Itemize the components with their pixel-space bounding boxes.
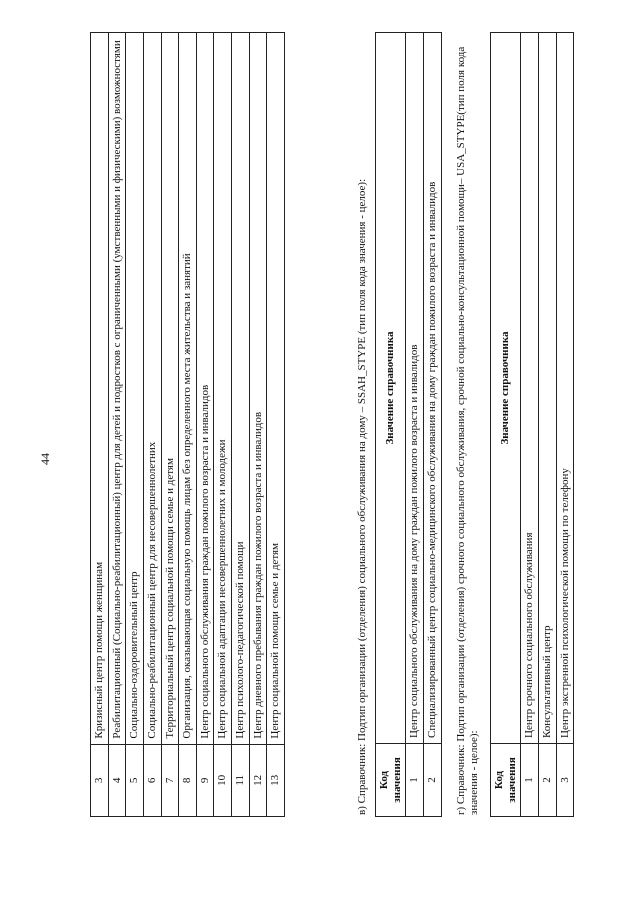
value-cell: Территориальный центр социальной помощи семье и детям (161, 33, 179, 745)
table-row (406, 33, 424, 817)
organization-type-table-body (91, 33, 285, 817)
code-cell: 9 (196, 744, 214, 816)
table-row (214, 33, 232, 817)
value-cell: Центр социальной адаптации несовершеннолетних и молодежи (214, 33, 232, 745)
table-header-row (376, 33, 406, 817)
code-column-header: Код значения (491, 744, 521, 817)
value-cell: Консультативный центр (538, 33, 556, 744)
table-row (143, 33, 161, 817)
table-row (196, 33, 214, 817)
code-cell: 10 (214, 744, 232, 816)
code-cell: 7 (161, 744, 179, 816)
table-header-row (491, 33, 521, 817)
organization-type-table (90, 32, 285, 817)
table-row (232, 33, 250, 817)
code-cell: 1 (521, 744, 539, 817)
code-cell: 1 (406, 744, 424, 817)
code-cell: 2 (538, 744, 556, 817)
code-cell: 2 (423, 744, 441, 817)
page-number: 44 (38, 453, 52, 465)
code-cell: 5 (126, 744, 144, 816)
value-cell: Центр социального обслуживания граждан пожилого возраста и инвалидов (196, 33, 214, 745)
table-row (249, 33, 267, 817)
value-cell: Кризисный центр помощи женщинам (91, 33, 109, 745)
value-cell: Центр срочного социального обслуживания (521, 33, 539, 744)
code-cell: 8 (179, 744, 197, 816)
code-cell: 6 (143, 744, 161, 816)
table-row (538, 33, 556, 817)
code-cell: 4 (108, 744, 126, 816)
table-row (556, 33, 574, 817)
table-row (126, 33, 144, 817)
value-column-header: Значение справочника (491, 33, 521, 744)
code-cell: 12 (249, 744, 267, 816)
code-cell: 13 (267, 744, 285, 816)
table-row (521, 33, 539, 817)
home-service-subtype-table (375, 32, 442, 817)
table-row (161, 33, 179, 817)
table-row (108, 33, 126, 817)
code-cell: 3 (556, 744, 574, 817)
value-column-header: Значение справочника (376, 33, 406, 744)
value-cell: Специализированный центр социально-медицинского обслуживания на дому граждан пожилого возраста и инвалидов (423, 33, 441, 744)
value-cell: Социально-реабилитационный центр для несовершеннолетних (143, 33, 161, 745)
value-cell: Социально-оздоровительный центр (126, 33, 144, 745)
table-row (267, 33, 285, 817)
code-column-header: Код значения (376, 744, 406, 817)
table-row (179, 33, 197, 817)
home-service-subtype-table-body (406, 33, 441, 817)
value-cell: Организация, оказывающая социальную помощь лицам без определенного места жительства и занятий (179, 33, 197, 745)
section-b-caption: в) Справочник: Подтип организации (отделения) социального обслуживания на дому – SSAH_STYPE (тип поля кода значения - целое): (356, 178, 368, 815)
value-cell: Реабилитационный (Социально-реабилитационный) центр для детей и подростков с ограниченными (умственными и физическими) возможностями (108, 33, 126, 745)
code-cell: 3 (91, 744, 109, 816)
code-cell: 11 (232, 744, 250, 816)
value-cell: Центр социальной помощи семье и детям (267, 33, 285, 745)
table-row (423, 33, 441, 817)
value-cell: Центр дневного пребывания граждан пожилого возраста и инвалидов (249, 33, 267, 745)
value-cell: Центр социального обслуживания на дому граждан пожилого возраста и инвалидов (406, 33, 424, 744)
value-cell: Центр психолого-педагогической помощи (232, 33, 250, 745)
section-g-caption: г) Справочник: Подтип организации (отделения) срочного социального обслуживания, срочной социально-консультационной помощи– USA_STYPE(тип поля кода значения - целое): (455, 46, 481, 815)
table-row (91, 33, 109, 817)
urgent-service-subtype-table (490, 32, 574, 817)
value-cell: Центр экстренной психологической помощи по телефону (556, 33, 574, 744)
urgent-service-subtype-table-body (521, 33, 574, 817)
